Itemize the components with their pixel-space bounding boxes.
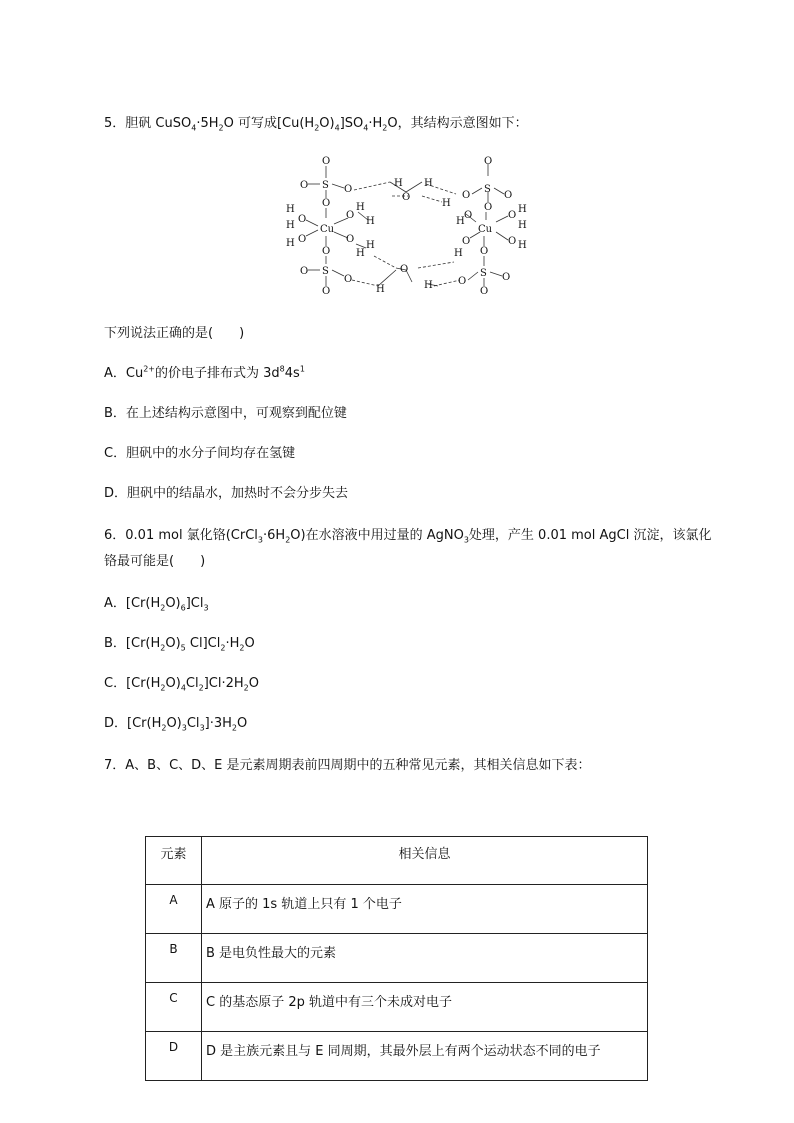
table-header-row (146, 837, 648, 885)
svg-text:O: O (508, 210, 517, 221)
svg-text:O: O (504, 190, 513, 201)
svg-text:H: H (424, 178, 433, 189)
q5-option-c[interactable]: C．胆矾中的水分子间均存在氢键 (104, 446, 296, 461)
q6-option-a[interactable]: A．$[Cr(H_2O)_6]Cl_3$ (104, 596, 209, 613)
svg-text:Cu: Cu (320, 224, 335, 235)
table-header-element: 元素 (146, 837, 202, 885)
svg-text:O: O (322, 198, 331, 209)
svg-text:H: H (286, 220, 295, 231)
svg-text:H: H (442, 198, 451, 209)
svg-text:S: S (322, 180, 329, 191)
svg-text:O: O (346, 234, 355, 245)
svg-text:O: O (346, 210, 355, 221)
table-cell-element: A (146, 885, 202, 934)
table-header-info: 相关信息 (202, 837, 648, 885)
svg-text:O: O (502, 272, 511, 283)
svg-text:H: H (366, 240, 375, 251)
svg-text:O: O (298, 234, 307, 245)
table-cell-info: B 是电负性最大的元素 (202, 934, 648, 983)
table-row (146, 885, 648, 934)
svg-text:O: O (322, 246, 331, 257)
svg-text:S: S (484, 184, 491, 195)
table-cell-info: C 的基态原子 2p 轨道中有三个未成对电子 (202, 983, 648, 1032)
svg-text:O: O (298, 214, 307, 225)
svg-text:O: O (322, 286, 331, 297)
svg-text:O: O (344, 274, 353, 285)
svg-text:H: H (366, 216, 375, 227)
q7-stem: 7．A、B、C、D、E 是元素周期表前四周期中的五种常见元素，其相关信息如下表： (104, 758, 591, 773)
svg-text:O: O (480, 286, 489, 297)
svg-text:O: O (462, 236, 471, 247)
svg-text:O: O (484, 202, 493, 213)
q6-stem-line2: 铬最可能是( ) (104, 554, 206, 569)
svg-text:O: O (300, 266, 309, 277)
q6-option-d[interactable]: D．$[Cr(H_2O)_3Cl_3]\cdot 3H_2O$ (104, 716, 248, 733)
svg-text:O: O (300, 180, 309, 191)
svg-text:O: O (402, 192, 411, 203)
svg-text:S: S (480, 268, 487, 279)
svg-text:H: H (424, 280, 433, 291)
svg-text:H: H (454, 248, 463, 259)
svg-text:H: H (518, 240, 527, 251)
table-cell-element: C (146, 983, 202, 1032)
table-row (146, 983, 648, 1032)
table-row (146, 1032, 648, 1081)
svg-text:S: S (322, 266, 329, 277)
cuso4-structure-diagram (278, 152, 528, 302)
svg-text:O: O (458, 276, 467, 287)
q6-option-b[interactable]: B．[$Cr(H_2O)_5$ $Cl]Cl_2\cdot H_2O$ (104, 636, 255, 653)
diagram-labels (286, 156, 527, 297)
svg-text:O: O (344, 184, 353, 195)
svg-text:H: H (456, 216, 465, 227)
svg-text:H: H (356, 248, 365, 259)
svg-text:H: H (286, 204, 295, 215)
table-cell-element: B (146, 934, 202, 983)
svg-text:O: O (480, 246, 489, 257)
q5-stem: 5．胆矾 $CuSO_4\cdot 5H_2O$ 可写成$[Cu(H_2O)_4]SO_4\cdot H_2O$，其结构示意图如下： (104, 116, 528, 133)
svg-text:H: H (518, 220, 527, 231)
svg-text:O: O (484, 156, 493, 167)
svg-text:O: O (322, 156, 331, 167)
q5-prompt: 下列说法正确的是( ) (104, 326, 245, 341)
svg-text:O: O (464, 210, 473, 221)
q5-option-b[interactable]: B．在上述结构示意图中，可观察到配位键 (104, 406, 347, 421)
table-cell-element: D (146, 1032, 202, 1081)
q6-stem: 6．0.01 mol 氯化铬$(CrCl_3\cdot 6H_2O)$在水溶液中用过量的 AgNO$_3$处理，产生 0.01 mol AgCl 沉淀，该氯化 (104, 528, 712, 545)
table-cell-info: D 是主族元素且与 E 同周期，其最外层上有两个运动状态不同的电子 (202, 1032, 648, 1081)
q5-option-d[interactable]: D．胆矾中的结晶水，加热时不会分步失去 (104, 486, 349, 501)
svg-text:O: O (400, 264, 409, 275)
svg-text:H: H (518, 204, 527, 215)
svg-text:H: H (376, 284, 385, 295)
element-info-table (145, 836, 648, 1081)
table-cell-info: A 原子的 1s 轨道上只有 1 个电子 (202, 885, 648, 934)
svg-text:Cu: Cu (478, 224, 493, 235)
q6-option-c[interactable]: C．$[Cr(H_2O)_4Cl_2]Cl\cdot 2H_2O$ (104, 676, 259, 693)
q5-option-a[interactable]: A．$Cu^{2+}$的价电子排布式为 $3d^84s^1$ (104, 364, 305, 381)
svg-text:O: O (462, 190, 471, 201)
svg-text:O: O (508, 236, 517, 247)
svg-text:H: H (394, 178, 403, 189)
table-row (146, 934, 648, 983)
svg-text:H: H (286, 238, 295, 249)
svg-text:H: H (356, 202, 365, 213)
